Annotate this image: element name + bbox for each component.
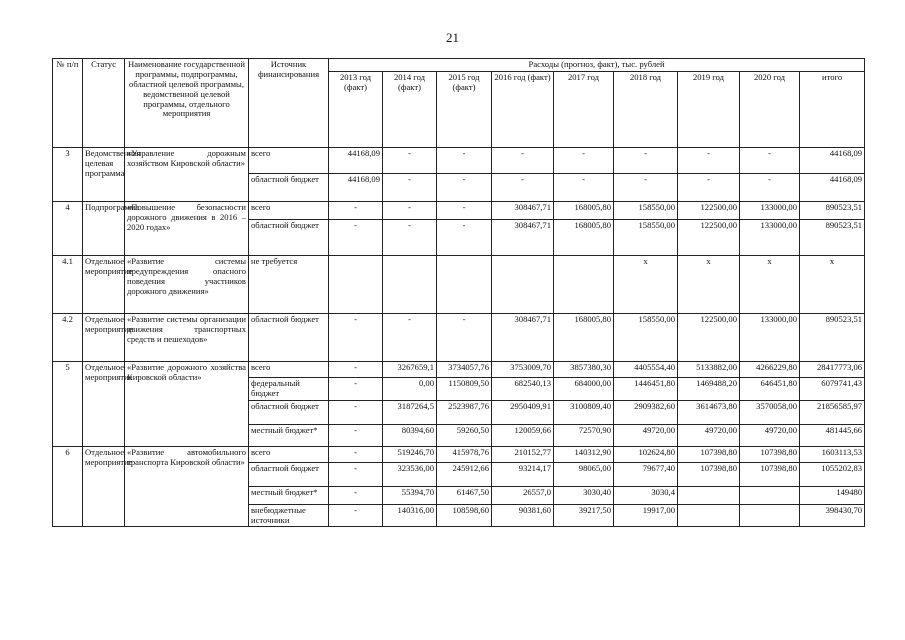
- row-value: [740, 486, 800, 504]
- row-value: -: [740, 173, 800, 201]
- row-value: 120059,66: [492, 424, 554, 446]
- row-value: 61467,50: [437, 486, 492, 504]
- row-program-name: «Развитие системы предупреждения опасного поведения участников дорожного движения»: [125, 255, 249, 313]
- header-year: 2013 год (факт): [329, 71, 383, 147]
- row-value: 3187264,5: [383, 400, 437, 424]
- row-program-name: «Развитие дорожного хозяйства Кировской области»: [125, 361, 249, 446]
- row-value: 308467,71: [492, 313, 554, 361]
- row-total: 6079741,43: [800, 377, 865, 400]
- row-value: -: [329, 201, 383, 219]
- row-value: 168005,80: [554, 201, 614, 219]
- row-value: -: [383, 201, 437, 219]
- row-value: -: [329, 446, 383, 462]
- row-value: х: [740, 255, 800, 313]
- row-value: 158550,00: [614, 313, 678, 361]
- header-status: Статус: [83, 59, 125, 148]
- row-number: 4.1: [53, 255, 83, 313]
- header-year: 2017 год: [554, 71, 614, 147]
- table-body: [53, 147, 865, 527]
- row-value: 3030,40: [554, 486, 614, 504]
- row-value: 55394,70: [383, 486, 437, 504]
- row-value: 59260,50: [437, 424, 492, 446]
- row-total: 481445,66: [800, 424, 865, 446]
- row-value: 519246,70: [383, 446, 437, 462]
- row-value: -: [383, 219, 437, 255]
- row-value: -: [740, 147, 800, 173]
- row-value: -: [437, 147, 492, 173]
- row-value: -: [678, 173, 740, 201]
- row-total: 28417773,06: [800, 361, 865, 377]
- row-value: -: [329, 462, 383, 486]
- row-number: 3: [53, 147, 83, 201]
- row-value: 4266229,80: [740, 361, 800, 377]
- page-number: 21: [446, 30, 459, 45]
- row-value: [437, 255, 492, 313]
- row-value: 0,00: [383, 377, 437, 400]
- row-value: -: [329, 486, 383, 504]
- header-year: 2019 год: [678, 71, 740, 147]
- row-value: 3100809,40: [554, 400, 614, 424]
- row-funding-source: областной бюджет: [249, 400, 329, 424]
- row-value: 168005,80: [554, 219, 614, 255]
- row-value: 323536,00: [383, 462, 437, 486]
- row-number: 4: [53, 201, 83, 255]
- row-funding-source: не требуется: [249, 255, 329, 313]
- row-total: х: [800, 255, 865, 313]
- row-value: 3857380,30: [554, 361, 614, 377]
- row-value: 415978,76: [437, 446, 492, 462]
- table-row: [53, 255, 865, 313]
- row-value: [678, 486, 740, 504]
- row-value: 122500,00: [678, 201, 740, 219]
- row-value: 3570058,00: [740, 400, 800, 424]
- row-value: х: [678, 255, 740, 313]
- row-total: 44168,09: [800, 147, 865, 173]
- row-total: 1055202,83: [800, 462, 865, 486]
- row-funding-source: областной бюджет: [249, 313, 329, 361]
- header-year: 2014 год (факт): [383, 71, 437, 147]
- row-value: 133000,00: [740, 313, 800, 361]
- row-value: х: [614, 255, 678, 313]
- row-value: -: [437, 201, 492, 219]
- row-value: 2950409,91: [492, 400, 554, 424]
- row-value: 1150809,50: [437, 377, 492, 400]
- row-number: 4.2: [53, 313, 83, 361]
- header-num: № п/п: [53, 59, 83, 148]
- row-value: -: [554, 147, 614, 173]
- row-value: 107398,80: [740, 462, 800, 486]
- row-funding-source: областной бюджет: [249, 219, 329, 255]
- header-year: 2020 год: [740, 71, 800, 147]
- header-source: Источник финансирования: [249, 59, 329, 148]
- row-value: 684000,00: [554, 377, 614, 400]
- header-year: 2016 год (факт): [492, 71, 554, 147]
- row-value: -: [437, 173, 492, 201]
- row-value: -: [678, 147, 740, 173]
- row-value: -: [492, 147, 554, 173]
- row-status: Ведомственная целевая программа: [83, 147, 125, 201]
- row-value: 3267659,1: [383, 361, 437, 377]
- row-program-name: «Управление дорожным хозяйством Кировской области»: [125, 147, 249, 201]
- row-value: [492, 255, 554, 313]
- row-program-name: «Повышение безопасности дорожного движения в 2016 – 2020 годах»: [125, 201, 249, 255]
- row-value: 3734057,76: [437, 361, 492, 377]
- row-value: 44168,09: [329, 173, 383, 201]
- row-status: Отдельное мероприятие: [83, 255, 125, 313]
- row-value: -: [329, 504, 383, 527]
- row-value: 107398,80: [678, 462, 740, 486]
- row-value: 158550,00: [614, 201, 678, 219]
- row-value: -: [329, 361, 383, 377]
- row-value: 49720,00: [678, 424, 740, 446]
- row-value: -: [329, 400, 383, 424]
- row-value: -: [329, 377, 383, 400]
- row-total: 890523,51: [800, 201, 865, 219]
- header-expenses: Расходы (прогноз, факт), тыс. рублей: [329, 59, 865, 72]
- row-funding-source: областной бюджет: [249, 462, 329, 486]
- row-value: [329, 255, 383, 313]
- table-row: [53, 201, 865, 219]
- row-value: 308467,71: [492, 201, 554, 219]
- row-value: 133000,00: [740, 219, 800, 255]
- row-funding-source: федеральный бюджет: [249, 377, 329, 400]
- row-value: 133000,00: [740, 201, 800, 219]
- row-value: 168005,80: [554, 313, 614, 361]
- header-year: 2015 год (факт): [437, 71, 492, 147]
- row-funding-source: всего: [249, 446, 329, 462]
- row-status: Отдельное мероприятие: [83, 446, 125, 527]
- row-value: 72570,90: [554, 424, 614, 446]
- row-value: [383, 255, 437, 313]
- row-value: 210152,77: [492, 446, 554, 462]
- row-funding-source: внебюджетные источники: [249, 504, 329, 527]
- row-status: Отдельное мероприятие: [83, 361, 125, 446]
- table-row: [53, 313, 865, 361]
- row-value: 140312,90: [554, 446, 614, 462]
- row-value: 108598,60: [437, 504, 492, 527]
- budget-table: [52, 58, 865, 527]
- row-funding-source: всего: [249, 361, 329, 377]
- row-total: 398430,70: [800, 504, 865, 527]
- row-value: -: [437, 219, 492, 255]
- row-value: 5133882,00: [678, 361, 740, 377]
- table-row: [53, 147, 865, 173]
- row-program-name: «Развитие автомобильного транспорта Кировской области»: [125, 446, 249, 527]
- row-total: 44168,09: [800, 173, 865, 201]
- row-value: 26557,0: [492, 486, 554, 504]
- row-value: 122500,00: [678, 313, 740, 361]
- row-value: 79677,40: [614, 462, 678, 486]
- table-row: [53, 361, 865, 377]
- row-value: 39217,50: [554, 504, 614, 527]
- row-value: 3753009,70: [492, 361, 554, 377]
- row-value: -: [383, 147, 437, 173]
- row-value: [740, 504, 800, 527]
- row-value: 93214,17: [492, 462, 554, 486]
- table-row: [53, 446, 865, 462]
- row-value: [678, 504, 740, 527]
- row-funding-source: местный бюджет*: [249, 486, 329, 504]
- row-value: 682540,13: [492, 377, 554, 400]
- row-value: -: [329, 313, 383, 361]
- row-value: -: [492, 173, 554, 201]
- row-funding-source: местный бюджет*: [249, 424, 329, 446]
- row-value: 1469488,20: [678, 377, 740, 400]
- row-value: 158550,00: [614, 219, 678, 255]
- row-value: 308467,71: [492, 219, 554, 255]
- row-funding-source: областной бюджет: [249, 173, 329, 201]
- row-value: 245912,66: [437, 462, 492, 486]
- header-total: итого: [800, 71, 865, 147]
- row-value: 122500,00: [678, 219, 740, 255]
- row-value: -: [383, 173, 437, 201]
- row-value: 80394,60: [383, 424, 437, 446]
- row-value: 3030,4: [614, 486, 678, 504]
- row-value: 102624,80: [614, 446, 678, 462]
- row-number: 5: [53, 361, 83, 446]
- row-status: Отдельное мероприятие: [83, 313, 125, 361]
- row-total: 21856585,97: [800, 400, 865, 424]
- row-value: -: [329, 424, 383, 446]
- row-value: 49720,00: [740, 424, 800, 446]
- header-name: Наименование государственной программы, подпрограммы, областной целевой программы, ведомственной целевой программы, отдельного мероприятия: [125, 59, 249, 148]
- row-funding-source: всего: [249, 201, 329, 219]
- row-value: 3614673,80: [678, 400, 740, 424]
- row-value: 2909382,60: [614, 400, 678, 424]
- row-value: 4405554,40: [614, 361, 678, 377]
- row-value: -: [614, 147, 678, 173]
- row-value: -: [614, 173, 678, 201]
- row-value: -: [383, 313, 437, 361]
- row-value: 90381,60: [492, 504, 554, 527]
- row-value: 44168,09: [329, 147, 383, 173]
- row-total: 149480: [800, 486, 865, 504]
- row-status: Подпрограмма: [83, 201, 125, 255]
- row-program-name: «Развитие системы организации движения транспортных средств и пешеходов»: [125, 313, 249, 361]
- row-value: [554, 255, 614, 313]
- row-value: 107398,80: [678, 446, 740, 462]
- row-number: 6: [53, 446, 83, 527]
- row-value: 19917,00: [614, 504, 678, 527]
- row-value: -: [329, 219, 383, 255]
- row-total: 890523,51: [800, 313, 865, 361]
- row-value: 1446451,80: [614, 377, 678, 400]
- row-funding-source: всего: [249, 147, 329, 173]
- row-value: -: [437, 313, 492, 361]
- table-header: [53, 59, 865, 148]
- row-value: -: [554, 173, 614, 201]
- header-year: 2018 год: [614, 71, 678, 147]
- row-value: 2523987,76: [437, 400, 492, 424]
- row-total: 890523,51: [800, 219, 865, 255]
- row-value: 49720,00: [614, 424, 678, 446]
- row-total: 1603113,53: [800, 446, 865, 462]
- row-value: 140316,00: [383, 504, 437, 527]
- row-value: 646451,80: [740, 377, 800, 400]
- row-value: 107398,80: [740, 446, 800, 462]
- row-value: 98065,00: [554, 462, 614, 486]
